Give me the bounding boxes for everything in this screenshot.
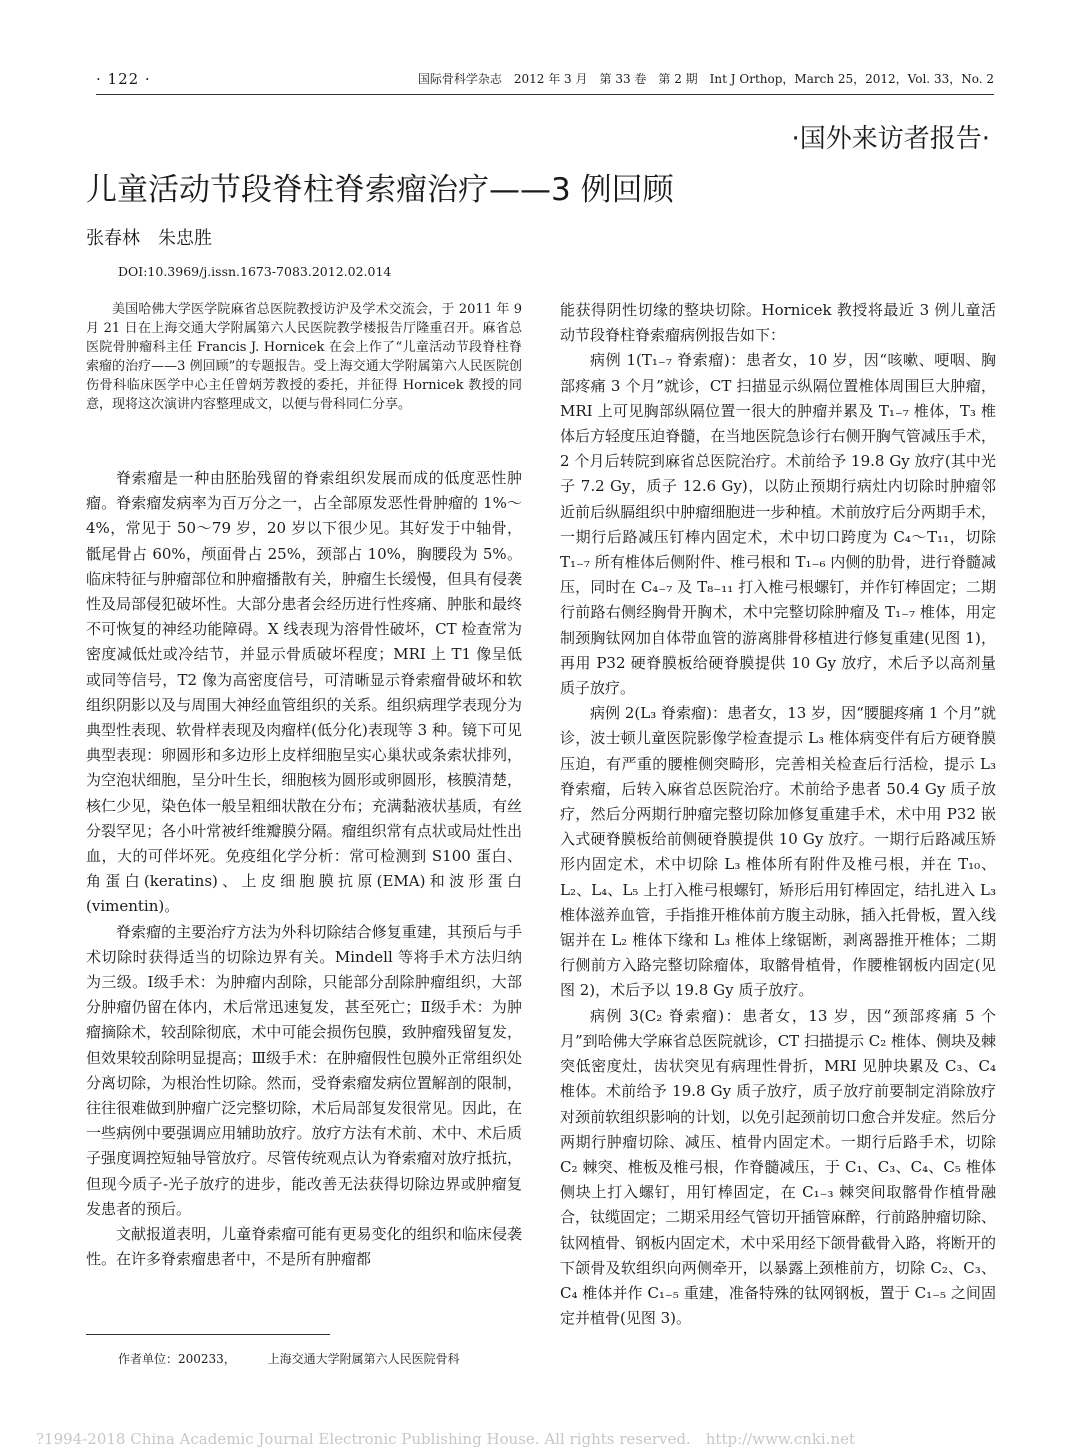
copyright-watermark: ?1994-2018 China Academic Journal Electronic Publishing House. All rights reserved. http://www.cnki.net [36,1430,856,1448]
authors: 张春林 朱忠胜 [86,228,212,249]
abstract: 美国哈佛大学医学院麻省总医院教授访沪及学术交流会，于 2011 年 9 月 21 日在上海交通大学附属第六人民医院教学楼报告厅隆重召开。麻省总医院骨肿瘤科主任 Francis J. Hornicek 在会上作了“儿童活动节段脊柱脊索瘤的治疗——3 例回顾”的专题报告。受上海交通大学附属第六人民医院创伤骨科临床医学中心主任曾炳芳教授的委托，并征得 Hornicek 教授的同意，现将这次演讲内容整理成文，以便与骨科同仁分享。 [86,302,522,412]
footnote-label: 作者单位：200233， [118,1352,236,1366]
journal-citation: 国际骨科学杂志 2012 年 3 月 第 33 卷 第 2 期 Int J Orthop，March 25，2012，Vol. 33，No. 2 [417,72,994,86]
paragraph: 病例 2(L₃ 脊索瘤)：患者女，13 岁，因“腰腿疼痛 1 个月”就诊，波士顿儿童医院影像学检查提示 L₃ 椎体病变伴有后方硬脊膜压迫，有严重的腰椎侧突畸形，完善相关检查后行活检，提示 L₃ 脊索瘤，后转入麻省总医院治疗。术前给予患者 50.4 Gy 质子放疗，然后分两期行肿瘤完整切除加修复重建手术，术中用 P32 嵌入式硬脊膜板给前侧硬脊膜提供 10 Gy 放疗。一期行后路减压矫形内固定术，术中切除 L₃ 椎体所有附件及椎弓根，并在 T₁₀、L₂、L₄、L₅ 上打入椎弓根螺钉，矫形后用钉棒固定，结扎进入 L₃ 椎体滋养血管，手指推开椎体前方腹主动脉，插入托骨板，置入线锯并在 L₂ 椎体下缘和 L₃ 椎体上缘锯断，剥离器推开椎体；二期行侧前方入路完整切除瘤体，取髂骨植骨，作腰椎钢板内固定(见图 2)，术后予以 19.8 Gy 质子放疗。 [560,704,996,1000]
section-tag: ·国外来访者报告· [791,124,990,154]
running-header [96,68,994,95]
paragraph: 能获得阴性切缘的整块切除。Hornicek 教授将最近 3 例儿童活动节段脊柱脊索瘤病例报告如下： [560,301,996,345]
paragraph: 脊索瘤是一种由胚胎残留的脊索组织发展而成的低度恶性肿瘤。脊索瘤发病率为百万分之一，占全部原发恶性骨肿瘤的 1%～4%，常见于 50～79 岁，20 岁以下很少见。其好发于中轴骨，骶尾骨占 60%，颅面骨占 25%，颈部占 10%，胸腰段为 5%。临床特征与肿瘤部位和肿瘤播散有关，肿瘤生长缓慢，但具有侵袭性及局部侵犯破坏性。大部分患者会经历进行性疼痛、肿胀和最终不可恢复的神经功能障碍。X 线表现为溶骨性破坏，CT 检查常为密度减低灶或冷结节，并显示骨质破坏程度；MRI 上 T1 像呈低或同等信号，T2 像为高密度信号，可清晰显示脊索瘤骨破坏和软组织阴影以及与周围大神经血管组织的关系。组织病理学表现分为典型性表现、软骨样表现及肉瘤样(低分化)表现等 3 种。镜下可见典型表现：卵圆形和多边形上皮样细胞呈实心巢状或条索状排列，为空泡状细胞，呈分叶生长，细胞核为圆形或卵圆形，核膜清楚，核仁少见，染色体一般呈粗细状散在分布；充满黏液状基质，有丝分裂罕见；各小叶常被纤维瓣膜分隔。瘤组织常有点状或局灶性出血，大的可伴坏死。免疫组化学分析：常可检测到 S100 蛋白、角蛋白(keratins)、上皮细胞膜抗原(EMA)和波形蛋白(vimentin)。 [86,469,522,916]
footnote [118,1350,488,1367]
paragraph: 文献报道表明，儿童脊索瘤可能有更易变化的组织和临床侵袭性。在许多脊索瘤患者中，不是所有肿瘤都 [86,1225,522,1269]
paragraph: 病例 3(C₂ 脊索瘤)：患者女，13 岁，因“颈部疼痛 5 个月”到哈佛大学麻省总医院就诊，CT 扫描提示 C₂ 椎体、侧块及棘突低密度灶，齿状突见有病理性骨折，MRI 见肿块累及 C₃、C₄ 椎体。术前给予 19.8 Gy 质子放疗，质子放疗前要制定消除放疗对颈前软组织影响的计划，以免引起颈前切口愈合并发症。然后分两期行肿瘤切除、减压、植骨内固定术。一期行后路手术，切除 C₂ 棘突、椎板及椎弓根，作脊髓减压，于 C₁、C₃、C₄、C₅ 椎体侧块上打入螺钉，用钉棒固定，在 C₁₋₃ 棘突间取髂骨作植骨融合，钛缆固定；二期采用经气管切开插管麻醉，行前路肿瘤切除、钛网植骨、钢板内固定术，术中采用经下颌骨截骨入路，将断开的下颌骨及软组织向两侧牵开，以暴露上颈椎前方，切除 C₂、C₃、C₄ 椎体并作 C₁₋₅ 重建，准备特殊的钛网钢板，置于 C₁₋₅ 之间固定并植骨(见图 3)。 [560,1006,996,1328]
footnote-divider [86,1334,330,1335]
paragraph: 病例 1(T₁₋₇ 脊索瘤)：患者女，10 岁，因“咳嗽、哽咽、胸部疼痛 3 个月”就诊，CT 扫描显示纵隔位置椎体周围巨大肿瘤，MRI 上可见胸部纵隔位置一很大的肿瘤并累及 T₁₋₇ 椎体，T₃ 椎体后方轻度压迫脊髓，在当地医院急诊行右侧开胸气管减压手术，2 个月后转院到麻省总医院治疗。术前给予 19.8 Gy 放疗(其中光子 7.2 Gy，质子 12.6 Gy)，以防止预期行病灶内切除时肿瘤邻近前后纵膈组织中肿瘤细胞进一步种植。术前放疗后分两期手术，一期行后路减压钉棒内固定术，术中切口跨度为 C₄～T₁₁，切除 T₁₋₇ 所有椎体后侧附件、椎弓根和 T₁₋₆ 内侧的肋骨，进行脊髓减压，同时在 C₄₋₇ 及 T₈₋₁₁ 打入椎弓根螺钉，并作钉棒固定；二期行前路右侧经胸骨开胸术，术中完整切除肿瘤及 T₁₋₇ 椎体，用定制颈胸钛网加自体带血管的游离腓骨移植进行修复重建(见图 1)，再用 P32 硬脊膜板给硬脊膜提供 10 Gy 放疗，术后予以高剂量质子放疗。 [560,351,996,698]
left-column [86,466,522,1273]
page-number: · 122 · [96,70,151,88]
footnote-institution: 上海交通大学附属第六人民医院骨科 [267,1352,460,1366]
article-title: 儿童活动节段脊柱脊索瘤治疗——3 例回顾 [86,172,674,208]
paragraph: 脊索瘤的主要治疗方法为外科切除结合修复重建，其预后与手术切除时获得适当的切除边界有关。Mindell 等将手术方法归纳为三级。Ⅰ级手术：为肿瘤内刮除，只能部分刮除肿瘤组织，大部分肿瘤仍留在体内，术后常迅速复发，甚至死亡；Ⅱ级手术：为肿瘤摘除术，较刮除彻底，术中可能会损伤包膜，致肿瘤残留复发，但效果较刮除明显提高；Ⅲ级手术：在肿瘤假性包膜外正常组织处分离切除，为根治性切除。然而，受脊索瘤发病位置解剖的限制，往往很难做到肿瘤广泛完整切除，术后局部复发很常见。因此，在一些病例中要强调应用辅助放疗。放疗方法有术前、术中、术后质子强度调控短轴导管放疗。尽管传统观点认为脊索瘤对放疗抵抗，但现今质子-光子放疗的进步，能改善无法获得切除边界或肿瘤复发患者的预后。 [86,922,522,1218]
doi: DOI:10.3969/j.issn.1673-7083.2012.02.014 [118,264,392,279]
right-column [560,298,996,1331]
